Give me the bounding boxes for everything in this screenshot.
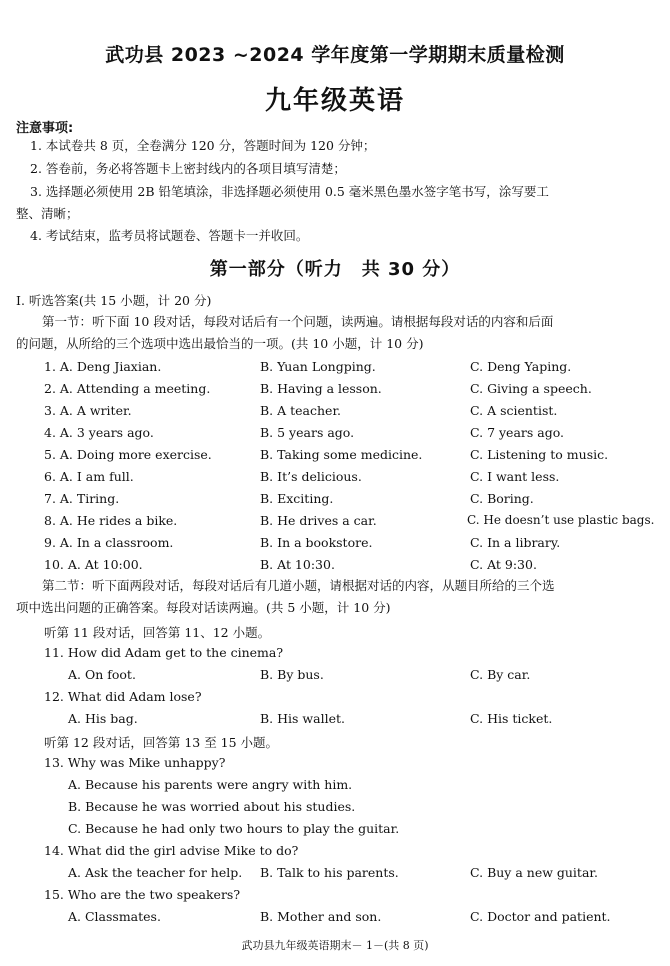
subject-title: 九年级英语 <box>264 86 405 116</box>
q4-option-c: C. 7 years ago. <box>470 425 565 440</box>
section2-intro: 第二节：听下面两段对话，每段对话后有几道小题，请根据对话的内容，从题目所给的三个选 <box>42 578 555 593</box>
dialog-12-instruction: 听第 12 段对话，回答第 13 至 15 小题。 <box>44 735 279 750</box>
note-item: 4. 考试结束，监考员将试题卷、答题卡一并收回。 <box>30 228 309 243</box>
q8-option-a: 8. A. He rides a bike. <box>44 513 178 528</box>
q15-stem: 15. Who are the two speakers? <box>44 887 241 902</box>
q14-option-a: A. Ask the teacher for help. <box>68 865 243 880</box>
q6-option-c: C. I want less. <box>470 469 560 484</box>
q7-option-c: C. Boring. <box>470 491 534 506</box>
q8-option-c: C. He doesn’t use plastic bags. <box>467 513 655 527</box>
q9-option-c: C. In a library. <box>470 535 561 550</box>
q11-option-a: A. On foot. <box>68 667 136 682</box>
q10-option-c: C. At 9:30. <box>470 557 537 572</box>
q2-option-a: 2. A. Attending a meeting. <box>44 381 211 396</box>
q15-option-c: C. Doctor and patient. <box>470 909 611 924</box>
q12-option-b: B. His wallet. <box>260 711 345 726</box>
q13-option-b: B. Because he was worried about his studies. <box>68 799 356 814</box>
q5-option-a: 5. A. Doing more exercise. <box>44 447 212 462</box>
q12-stem: 12. What did Adam lose? <box>44 689 202 704</box>
q10-option-b: B. At 10:30. <box>260 557 335 572</box>
section1-intro: 第一节：听下面 10 段对话，每段对话后有一个问题，读两遍。请根据每段对话的内容和后面 <box>42 314 554 329</box>
q12-option-c: C. His ticket. <box>470 711 553 726</box>
q11-option-b: B. By bus. <box>260 667 324 682</box>
q2-option-c: C. Giving a speech. <box>470 381 592 396</box>
q2-option-b: B. Having a lesson. <box>260 381 382 396</box>
q4-option-a: 4. A. 3 years ago. <box>44 425 154 440</box>
note-item: 整、清晰； <box>16 206 79 221</box>
section-heading: Ⅰ. 听选答案(共 15 小题，计 20 分) <box>16 293 212 308</box>
q8-option-b: B. He drives a car. <box>260 513 377 528</box>
q13-option-a: A. Because his parents were angry with him. <box>68 777 353 792</box>
q3-option-b: B. A teacher. <box>260 403 342 418</box>
note-item: 2. 答卷前，务必将答题卡上密封线内的各项目填写清楚； <box>30 161 346 176</box>
q4-option-b: B. 5 years ago. <box>260 425 355 440</box>
note-item: 3. 选择题必须使用 2B 铅笔填涂，非选择题必须使用 0.5 毫米黑色墨水签字笔书写，涂写要工 <box>30 184 549 199</box>
q1-option-b: B. Yuan Longping. <box>260 359 376 374</box>
q9-option-a: 9. A. In a classroom. <box>44 535 174 550</box>
q7-option-b: B. Exciting. <box>260 491 334 506</box>
q5-option-b: B. Taking some medicine. <box>260 447 423 462</box>
q1-option-c: C. Deng Yaping. <box>470 359 572 374</box>
q3-option-c: C. A scientist. <box>470 403 558 418</box>
q7-option-a: 7. A. Tiring. <box>44 491 120 506</box>
dialog-11-instruction: 听第 11 段对话，回答第 11、12 小题。 <box>44 625 271 640</box>
q13-stem: 13. Why was Mike unhappy? <box>44 755 226 770</box>
q11-stem: 11. How did Adam get to the cinema? <box>44 645 284 660</box>
notes-heading: 注意事项: <box>16 121 74 136</box>
q14-option-c: C. Buy a new guitar. <box>470 865 598 880</box>
q13-option-c: C. Because he had only two hours to play the guitar. <box>68 821 400 836</box>
q14-stem: 14. What did the girl advise Mike to do? <box>44 843 299 858</box>
q9-option-b: B. In a bookstore. <box>260 535 373 550</box>
section2-intro: 项中选出问题的正确答案。每段对话读两遍。(共 5 小题，计 10 分) <box>16 600 391 615</box>
q5-option-c: C. Listening to music. <box>470 447 609 462</box>
exam-title: 武功县 2023 ~2024 学年度第一学期期末质量检测 <box>105 44 565 66</box>
q12-option-a: A. His bag. <box>68 711 138 726</box>
q6-option-b: B. It’s delicious. <box>260 469 362 484</box>
q11-option-c: C. By car. <box>470 667 531 682</box>
q14-option-b: B. Talk to his parents. <box>260 865 399 880</box>
q6-option-a: 6. A. I am full. <box>44 469 134 484</box>
section1-intro: 的问题，从所给的三个选项中选出最恰当的一项。(共 10 小题，计 10 分) <box>16 336 424 351</box>
page-footer: 武功县九年级英语期末－ 1－(共 8 页) <box>241 939 429 952</box>
q3-option-a: 3. A. A writer. <box>44 403 132 418</box>
q15-option-b: B. Mother and son. <box>260 909 382 924</box>
part-title: 第一部分（听力 共 30 分） <box>209 259 461 280</box>
q10-option-a: 10. A. At 10:00. <box>44 557 143 572</box>
q15-option-a: A. Classmates. <box>68 909 161 924</box>
note-item: 1. 本试卷共 8 页，全卷满分 120 分，答题时间为 120 分钟； <box>30 138 376 153</box>
q1-option-a: 1. A. Deng Jiaxian. <box>44 359 162 374</box>
